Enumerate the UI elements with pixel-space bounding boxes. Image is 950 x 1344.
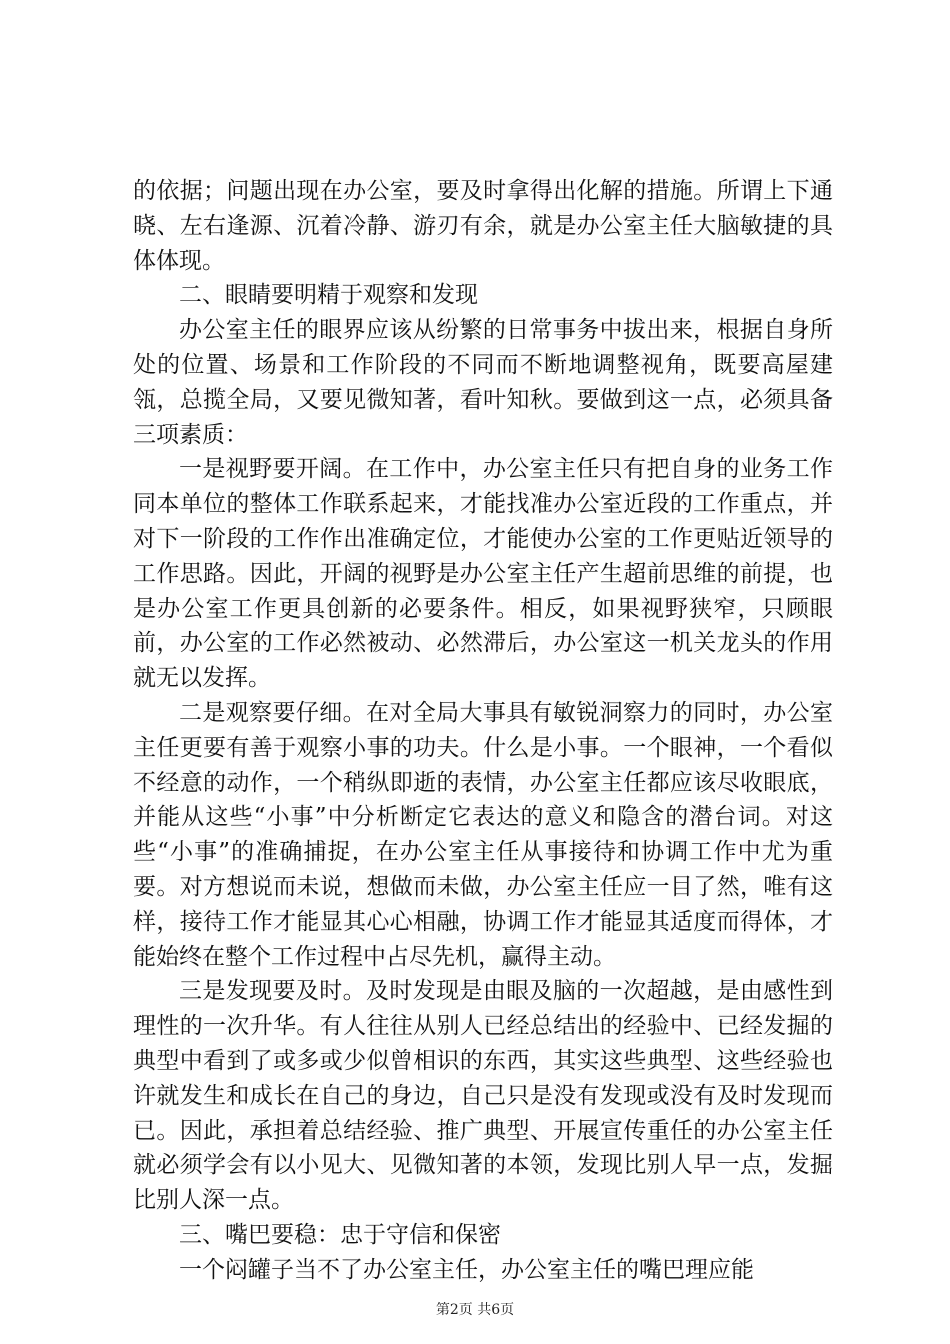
paragraph-continued: 的依据；问题出现在办公室，要及时拿得出化解的措施。所谓上下通晓、左右逢源、沉着冷静、游刃有余，就是办公室主任大脑敏捷的具体体现。: [133, 178, 833, 274]
paragraph: 二是观察要仔细。在对全局大事具有敏锐洞察力的同时，办公室主任更要有善于观察小事的功夫。什么是小事。一个眼神，一个看似不经意的动作，一个稍纵即逝的表情，办公室主任都应该尽收眼底，并能从这些“小事”中分析断定它表达的意义和隐含的潜台词。对这些“小事”的准确捕捉，在办公室主任从事接待和协调工作中尤为重要。对方想说而未说，想做而未做，办公室主任应一目了然，唯有这样，接待工作才能显其心心相融，协调工作才能显其适度而得体，才能始终在整个工作过程中占尽先机，赢得主动。: [133, 699, 833, 970]
paragraph: 办公室主任的眼界应该从纷繁的日常事务中拔出来，根据自身所处的位置、场景和工作阶段的不同而不断地调整视角，既要高屋建瓴，总揽全局，又要见微知著，看叶知秋。要做到这一点，必须具备三项素质：: [133, 317, 833, 448]
section-heading-3: 三、嘴巴要稳：忠于守信和保密: [179, 1221, 501, 1248]
document-body: [133, 174, 833, 1288]
section-heading-2: 二、眼睛要明精于观察和发现: [179, 282, 478, 309]
paragraph: 一个闷罐子当不了办公室主任，办公室主任的嘴巴理应能: [179, 1256, 754, 1283]
page-footer: [0, 1300, 950, 1320]
paragraph: 一是视野要开阔。在工作中，办公室主任只有把自身的业务工作同本单位的整体工作联系起来，才能找准办公室近段的工作重点，并对下一阶段的工作作出准确定位，才能使办公室的工作更贴近领导的工作思路。因此，开阔的视野是办公室主任产生超前思维的前提，也是办公室工作更具创新的必要条件。相反，如果视野狭窄，只顾眼前，办公室的工作必然被动、必然滞后，办公室这一机关龙头的作用就无以发挥。: [133, 456, 833, 692]
paragraph: 三是发现要及时。及时发现是由眼及脑的一次超越，是由感性到理性的一次升华。有人往往从别人已经总结出的经验中、已经发掘的典型中看到了或多或少似曾相识的东西，其实这些典型、这些经验也许就发生和成长在自己的身边，自己只是没有发现或没有及时发现而已。因此，承担着总结经验、推广典型、开展宣传重任的办公室主任就必须学会有以小见大、见微知著的本领，发现比别人早一点，发掘比别人深一点。: [133, 978, 833, 1214]
page-number-label: 第2页 共6页: [435, 1302, 515, 1318]
